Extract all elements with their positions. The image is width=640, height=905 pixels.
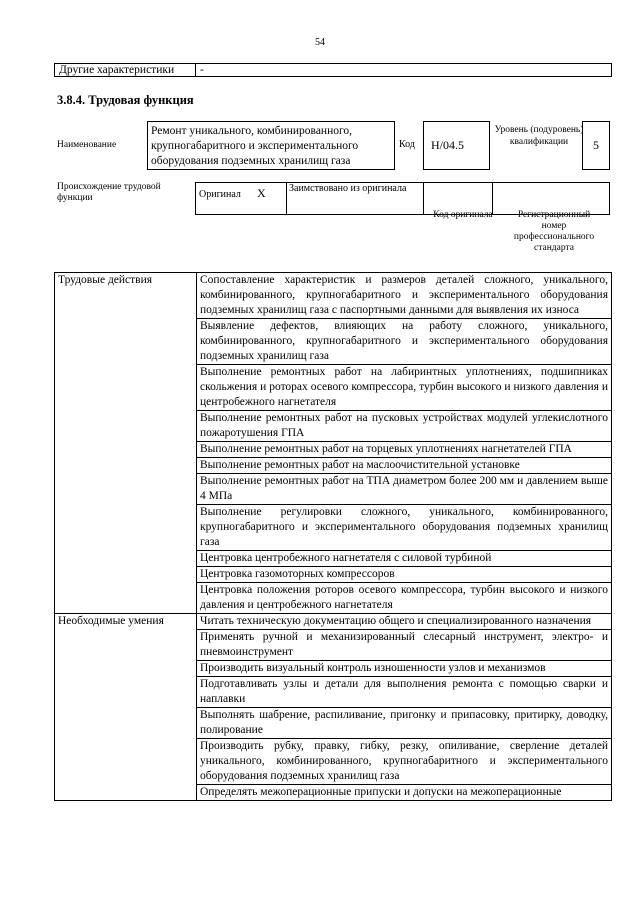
level-label: Уровень (подуровень) квалификации (494, 125, 584, 147)
table-row: Читать техническую документацию общего и специализированного назначения (197, 614, 612, 630)
other-characteristics-row (54, 63, 612, 77)
table-row: Определять межоперационные припуски и допуски на межоперационные (197, 785, 612, 801)
original-mark: X (256, 183, 287, 215)
original-code-caption: Код оригинала (433, 210, 493, 220)
page-number: 54 (315, 37, 325, 48)
function-name: Ремонт уникального, комбинированного, крупногабаритного и экспериментального оборудования подземных хранилищ газа (147, 121, 395, 170)
original-label: Оригинал (196, 183, 257, 215)
skills-label: Необходимые умения (55, 614, 197, 801)
table-row: Подготавливать узлы и детали для выполнения ремонта с помощью сварки и наплавки (197, 677, 612, 708)
table-row: Выявление дефектов, влияющих на работу сложного, уникального, комбинированного, крупногабаритного и экспериментального оборудования подземных хранилищ газа (197, 319, 612, 365)
function-code: H/04.5 (423, 121, 490, 170)
table-row: Выполнение регулировки сложного, уникального, комбинированного, крупногабаритного и экспериментального оборудования подземных хранилищ газа (197, 505, 612, 551)
table-row: Сопоставление характеристик и размеров деталей сложного, уникального, комбинированного, крупногабаритного и экспериментального оборудования подземных хранилищ газа с паспортными данными для выявления их износа (197, 273, 612, 319)
table-row: Центровка положения роторов осевого компрессора, турбин высокого и низкого давления и центробежного нагнетателя (197, 583, 612, 614)
name-label: Наименование (57, 140, 117, 150)
table-row: Центровка газомоторных компрессоров (197, 567, 612, 583)
table-row: Выполнение ремонтных работ на ТПА диаметром более 200 мм и давлением выше 4 МПа (197, 474, 612, 505)
borrowed-label: Заимствовано из оригинала (287, 183, 424, 215)
table-row: Выполнение ремонтных работ на пусковых устройствах модулей углекислотного пожаротушения ГПА (197, 411, 612, 442)
table-row: Выполнение ремонтных работ на торцевых уплотнениях нагнетателей ГПА (197, 442, 612, 458)
section-title: 3.8.4. Трудовая функция (57, 93, 194, 107)
table-row: Применять ручной и механизированный слесарный инструмент, электро- и пневмоинструмент (197, 630, 612, 661)
table-row: Производить визуальный контроль изношенности узлов и механизмов (197, 661, 612, 677)
table-row: Выполнение ремонтных работ на лабиринтных уплотнениях, подшипниках скольжения и роторах осевого компрессора, турбин высокого и низкого давления и центробежного нагнетателя (197, 365, 612, 411)
origin-label: Происхождение трудовой функции (57, 182, 161, 203)
table-row: Центровка центробежного нагнетателя с силовой турбиной (197, 551, 612, 567)
table-row: Выполнять шабрение, распиливание, пригонку и припасовку, притирку, доводку, полирование (197, 708, 612, 739)
qualification-level: 5 (582, 121, 610, 170)
code-label: Код (399, 139, 415, 150)
other-characteristics-value: - (196, 64, 612, 77)
table-row: Производить рубку, правку, гибку, резку, опиливание, сверление деталей уникального, комбинированного, крупногабаритного и экспериментального оборудования подземных хранилищ газа (197, 739, 612, 785)
other-characteristics-label: Другие характеристики (55, 64, 196, 77)
registration-number-caption: Регистрационный номер профессионального стандарта (513, 210, 595, 253)
labor-actions-label: Трудовые действия (55, 273, 197, 614)
table-row: Выполнение ремонтных работ на маслоочистительной установке (197, 458, 612, 474)
main-table (54, 272, 612, 801)
